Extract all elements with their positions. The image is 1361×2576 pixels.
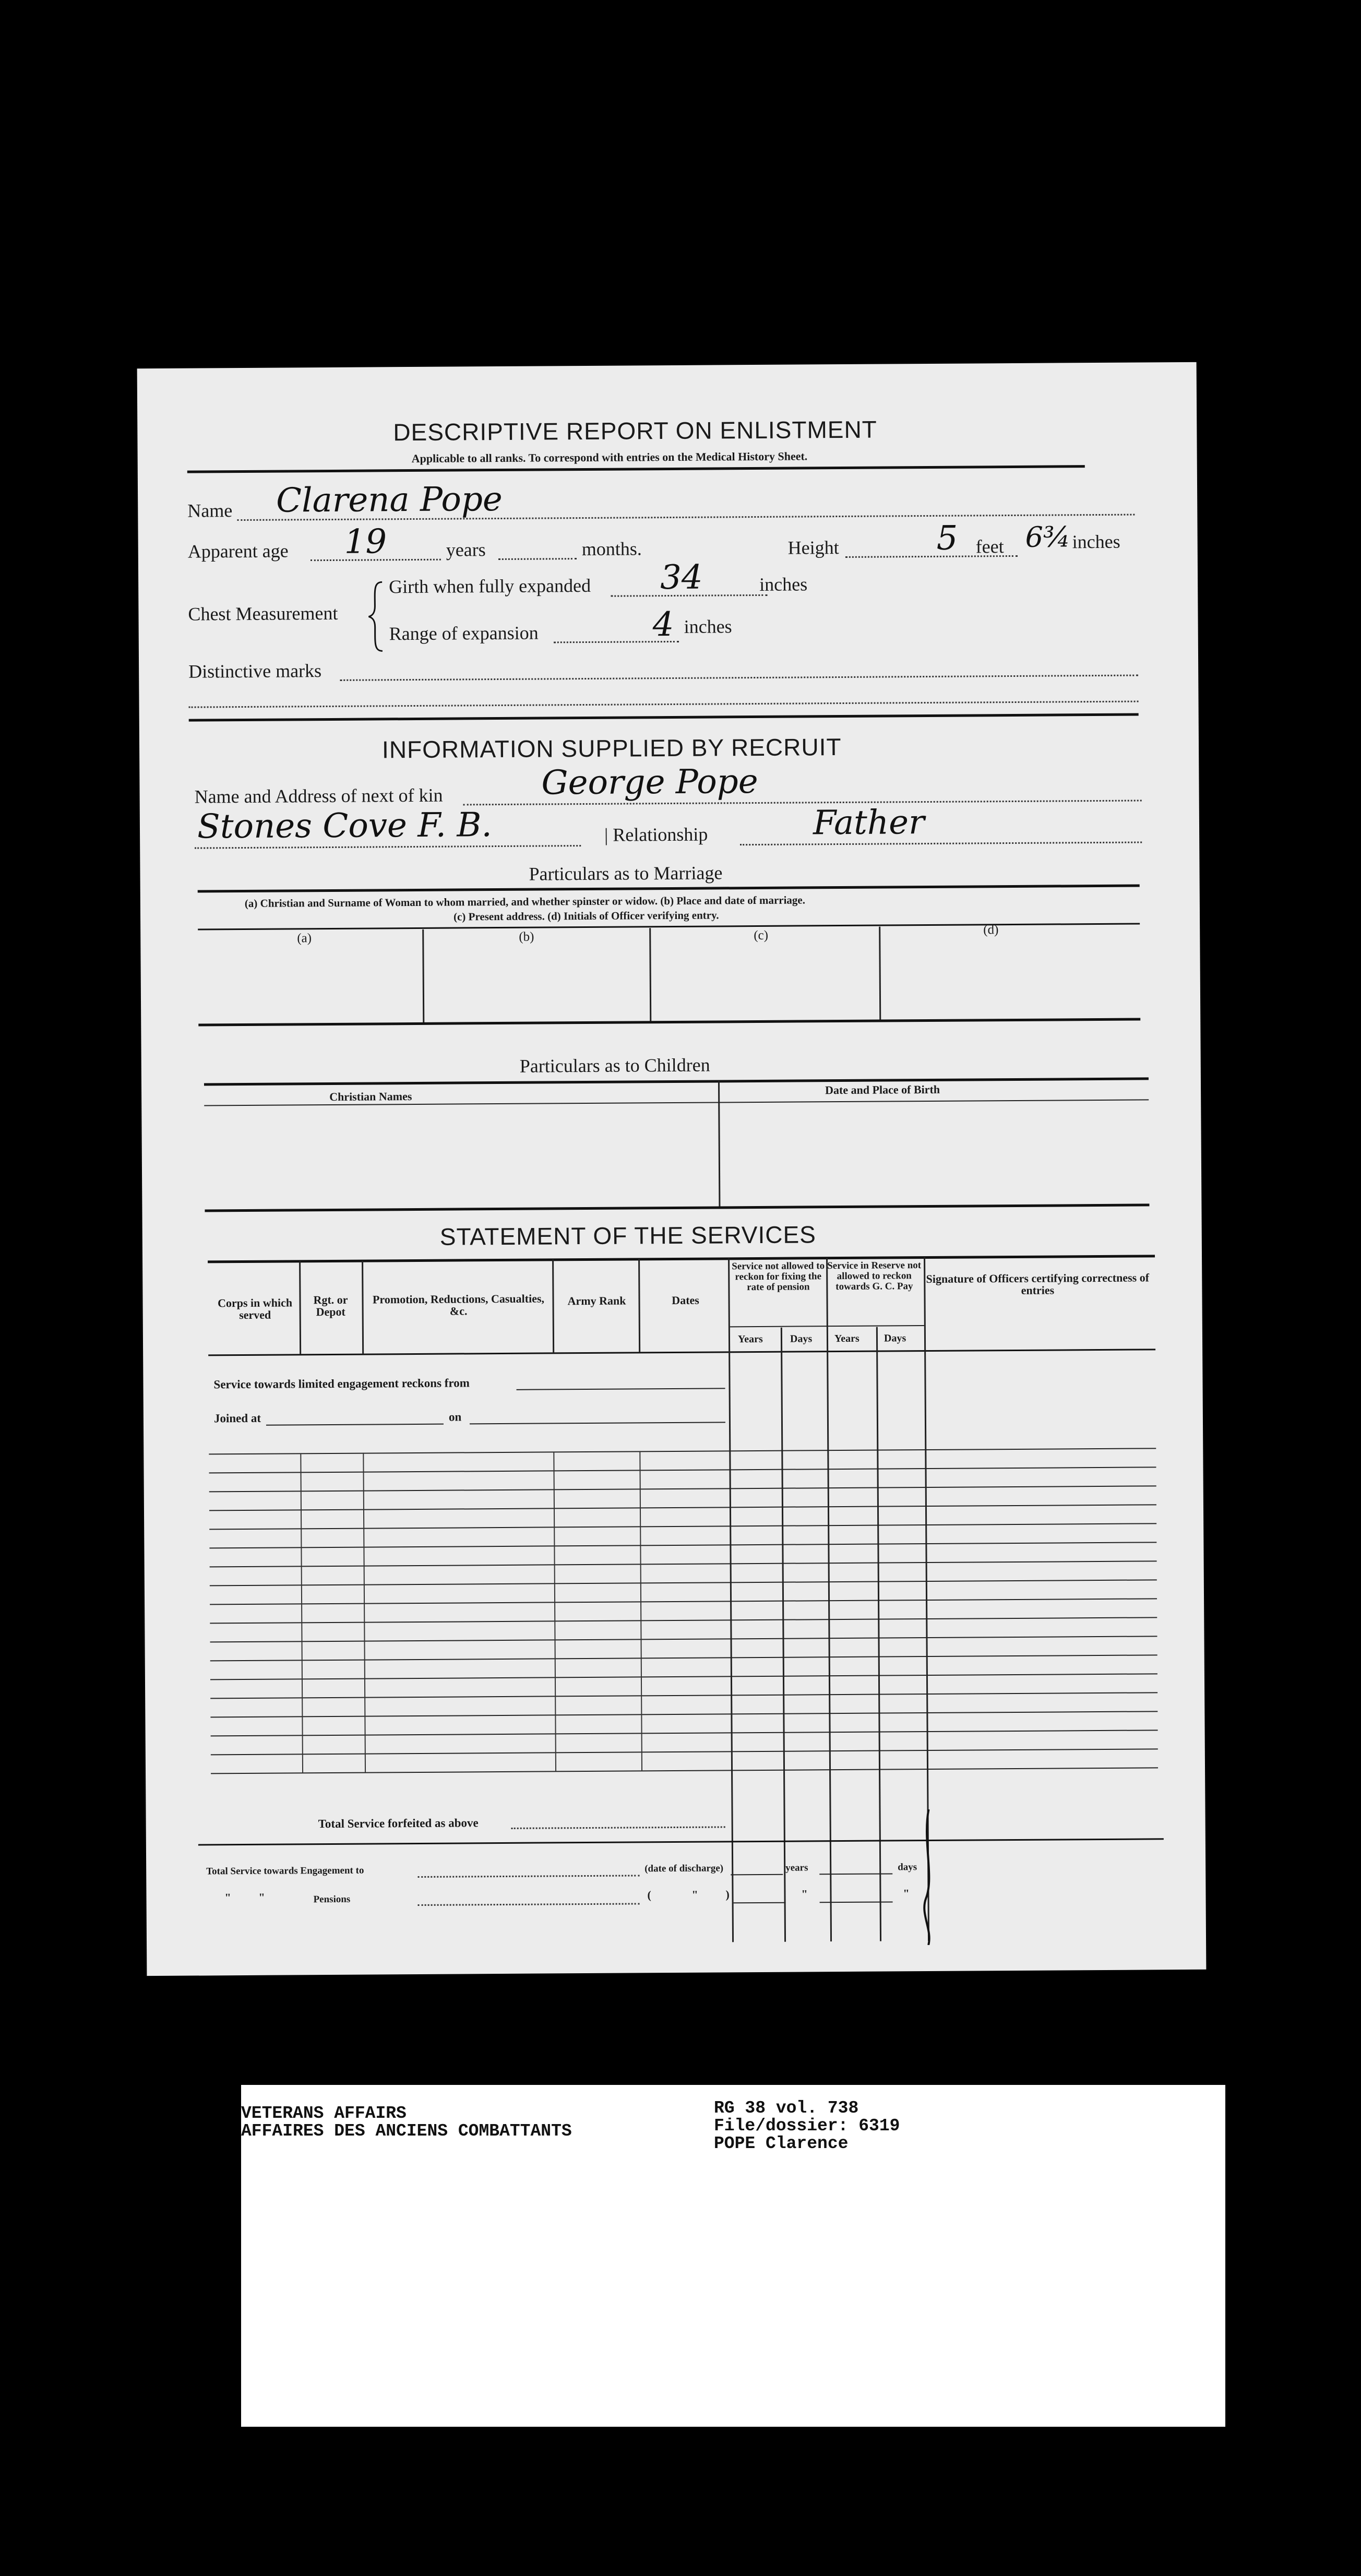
girth-unit: inches bbox=[759, 574, 808, 595]
age-label: Apparent age bbox=[187, 540, 289, 562]
days-label-1: Days bbox=[790, 1333, 813, 1345]
marriage-rule-top bbox=[198, 885, 1140, 893]
hdr-div-6 bbox=[781, 1328, 786, 1942]
kin-name: George Pope bbox=[541, 762, 758, 803]
height-inches-value: 6¾ bbox=[1025, 520, 1071, 554]
hdr-div-3 bbox=[552, 1259, 554, 1352]
days-total-label: days bbox=[898, 1862, 917, 1873]
girth-value: 34 bbox=[660, 558, 703, 598]
height-feet-value: 5 bbox=[936, 519, 958, 558]
services-grid-row-line bbox=[210, 1692, 1157, 1699]
years-total-line bbox=[819, 1873, 892, 1875]
children-col-birth: Date and Place of Birth bbox=[825, 1082, 940, 1097]
age-value: 19 bbox=[344, 522, 387, 562]
services-rule-bottom bbox=[198, 1838, 1164, 1845]
archive-right-line-3: POPE Clarence bbox=[714, 2134, 849, 2153]
years-label-1: Years bbox=[737, 1333, 763, 1345]
hdr-div-8 bbox=[876, 1327, 881, 1941]
section-rule-1 bbox=[189, 713, 1139, 722]
services-heading: STATEMENT OF THE SERVICES bbox=[439, 1221, 817, 1250]
marriage-heading: Particulars as to Marriage bbox=[529, 862, 723, 885]
chest-label: Chest Measurement bbox=[188, 602, 338, 625]
kin-label: Name and Address of next of kin bbox=[194, 784, 443, 807]
months-line bbox=[498, 558, 577, 560]
hdr-div-1 bbox=[299, 1261, 301, 1354]
marriage-col-b: (b) bbox=[519, 929, 534, 944]
enlistment-form-sheet bbox=[137, 362, 1207, 1976]
marriage-note-1: (a) Christian and Surname of Woman to whom married, and whether spinster or widow. (b) Place and date of marriage. bbox=[244, 893, 806, 910]
services-ruled-grid bbox=[137, 362, 1197, 368]
marks-line-1 bbox=[340, 675, 1138, 681]
ditto-1: " bbox=[224, 1891, 231, 1904]
services-grid-row-line bbox=[210, 1579, 1157, 1586]
children-rule-top bbox=[204, 1077, 1149, 1086]
form-subtitle: Applicable to all ranks. To correspond with entries on the Medical History Sheet. bbox=[411, 449, 808, 466]
kin-address: Stones Cove F. B. bbox=[197, 806, 492, 846]
hdr-div-2 bbox=[362, 1261, 364, 1354]
pensions-line bbox=[418, 1903, 640, 1906]
services-col-corps: Corps in which served bbox=[217, 1296, 293, 1322]
years-label-2: Years bbox=[834, 1332, 859, 1345]
children-heading: Particulars as to Children bbox=[519, 1054, 710, 1077]
joined-label: Joined at bbox=[213, 1411, 261, 1425]
joined-line bbox=[266, 1424, 444, 1426]
form-title: DESCRIPTIVE REPORT ON ENLISTMENT bbox=[393, 415, 877, 446]
name-label: Name bbox=[187, 500, 233, 521]
children-divider bbox=[718, 1081, 720, 1207]
services-col-signature: Signature of Officers certifying correctness of entries bbox=[926, 1271, 1150, 1297]
forfeited-line bbox=[511, 1826, 725, 1829]
marriage-col-c: (c) bbox=[754, 928, 769, 943]
services-grid-row-line bbox=[210, 1711, 1157, 1718]
range-unit: inches bbox=[684, 616, 732, 637]
paren-open-1: ( bbox=[647, 1888, 651, 1902]
services-grid-row-line bbox=[210, 1560, 1157, 1567]
limited-engagement-label: Service towards limited engagement reckons from bbox=[213, 1376, 470, 1391]
limited-line bbox=[517, 1388, 725, 1390]
on-line bbox=[470, 1422, 725, 1424]
ditto-5: " bbox=[903, 1887, 910, 1900]
services-bracket bbox=[918, 1809, 940, 1945]
discharge-label: (date of discharge) bbox=[644, 1863, 724, 1875]
days-label-2: Days bbox=[884, 1332, 906, 1344]
inches-label: inches bbox=[1072, 531, 1120, 553]
services-header-bottom bbox=[208, 1349, 1155, 1356]
ditto-4: " bbox=[801, 1887, 808, 1901]
pensions-label: Pensions bbox=[313, 1893, 351, 1905]
marks-line-2 bbox=[189, 701, 1139, 708]
services-grid-col-line bbox=[553, 1451, 556, 1771]
marriage-divider-3 bbox=[879, 927, 881, 1021]
services-grid-col-line bbox=[363, 1453, 366, 1772]
services-grid-row-line bbox=[209, 1466, 1156, 1473]
years-total-label: years bbox=[785, 1862, 808, 1874]
services-grid-row-line bbox=[209, 1485, 1156, 1492]
range-value: 4 bbox=[652, 605, 674, 645]
paren-close-1: ) bbox=[725, 1888, 730, 1901]
marriage-col-a: (a) bbox=[297, 931, 312, 946]
marriage-divider-1 bbox=[422, 929, 424, 1023]
title-rule bbox=[187, 465, 1085, 473]
towards-label: Total Service towards Engagement to bbox=[206, 1865, 364, 1877]
services-grid-col-line bbox=[639, 1451, 642, 1770]
services-grid-row-line bbox=[211, 1730, 1158, 1736]
children-col-names: Christian Names bbox=[329, 1090, 412, 1104]
marriage-rule-2 bbox=[198, 923, 1140, 931]
name-value: Clarena Pope bbox=[276, 480, 503, 520]
towards-line bbox=[417, 1875, 639, 1878]
services-col-promotion: Promotion, Reductions, Casualties, &c. bbox=[372, 1292, 545, 1318]
services-col-not-allowed: Service not allowed to reckon for fixing the rate of pension bbox=[732, 1260, 825, 1293]
services-grid-row-line bbox=[209, 1523, 1156, 1530]
feet-label: feet bbox=[975, 536, 1004, 557]
services-grid-row-line bbox=[209, 1448, 1156, 1454]
services-col-rgt: Rgt. or Depot bbox=[313, 1293, 348, 1319]
height-label: Height bbox=[787, 537, 839, 558]
range-label: Range of expansion bbox=[389, 622, 539, 645]
hdr-div-4 bbox=[638, 1259, 640, 1352]
ditto-3: " bbox=[691, 1888, 698, 1901]
services-rule-top bbox=[208, 1255, 1155, 1263]
relationship-line bbox=[740, 841, 1142, 845]
discharge-line bbox=[731, 1874, 783, 1876]
marriage-divider-2 bbox=[649, 928, 651, 1022]
pensions-years-line bbox=[734, 1902, 786, 1904]
years-label: years bbox=[446, 539, 486, 560]
marriage-rule-bottom bbox=[198, 1018, 1140, 1027]
archive-right-line-1: RG 38 vol. 738 bbox=[714, 2098, 859, 2118]
services-grid-row-line bbox=[210, 1598, 1157, 1605]
forfeited-label: Total Service forfeited as above bbox=[318, 1816, 479, 1831]
services-grid-row-line bbox=[211, 1767, 1158, 1774]
archive-right-line-2: File/dossier: 6319 bbox=[714, 2116, 900, 2136]
chest-brace bbox=[365, 580, 387, 653]
recruit-heading: INFORMATION SUPPLIED BY RECRUIT bbox=[381, 733, 842, 764]
marriage-col-d: (d) bbox=[983, 923, 999, 937]
ditto-2: " bbox=[258, 1890, 265, 1904]
on-label: on bbox=[448, 1410, 462, 1424]
months-label: months. bbox=[581, 538, 642, 560]
services-grid-row-line bbox=[210, 1673, 1157, 1680]
archive-left-line-1: VETERANS AFFAIRS bbox=[241, 2104, 407, 2123]
services-col-rank: Army Rank bbox=[567, 1294, 626, 1308]
girth-label: Girth when fully expanded bbox=[389, 575, 591, 598]
services-grid-col-line bbox=[300, 1453, 303, 1772]
pensions-days-line bbox=[820, 1901, 893, 1903]
services-col-in-reserve: Service in Reserve not allowed to reckon towards G. C. Pay bbox=[827, 1260, 922, 1292]
services-grid-row-line bbox=[210, 1636, 1157, 1642]
services-grid-row-line bbox=[209, 1504, 1156, 1511]
marks-label: Distinctive marks bbox=[188, 660, 322, 682]
services-grid-row-line bbox=[210, 1654, 1157, 1661]
children-rule-bottom bbox=[205, 1203, 1149, 1212]
relationship-label: | Relationship bbox=[604, 824, 708, 845]
services-grid-row-line bbox=[210, 1617, 1157, 1624]
marriage-note-2: (c) Present address. (d) Initials of Officer verifying entry. bbox=[453, 909, 719, 923]
archive-label-card bbox=[241, 2085, 1225, 2427]
services-grid-row-line bbox=[211, 1748, 1158, 1755]
archive-left-line-2: AFFAIRES DES ANCIENS COMBATTANTS bbox=[241, 2121, 572, 2141]
relationship-value: Father bbox=[813, 803, 925, 843]
services-grid-row-line bbox=[209, 1542, 1156, 1548]
services-col-dates: Dates bbox=[672, 1293, 699, 1307]
